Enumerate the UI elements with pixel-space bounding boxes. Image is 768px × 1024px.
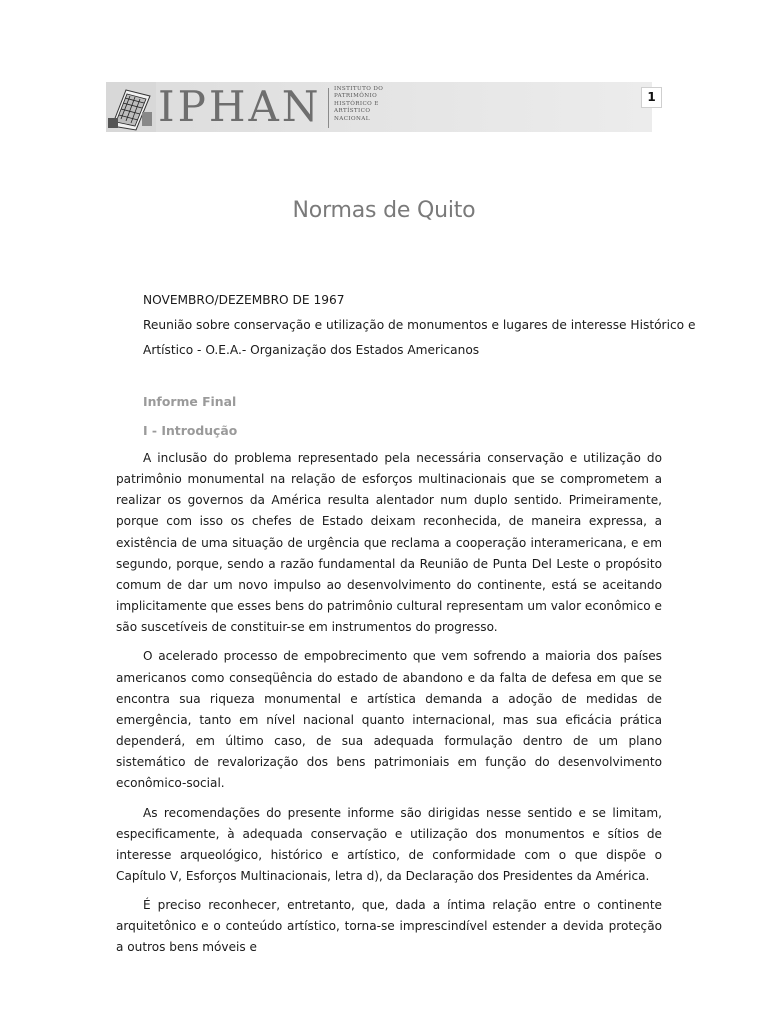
- institute-line: NACIONAL: [334, 115, 370, 122]
- paragraph: As recomendações do presente informe são dirigidas nesse sentido e se limitam, especificamente, à adequada conservação e utilização dos monumentos e sítios de interesse arqueológico, histórico e artístico, de conformidade com o que dispõe o Capítulo V, Esforços Multinacionais, letra d), da Declaração dos Presidentes da América.: [116, 805, 662, 883]
- institute-line: ARTÍSTICO: [334, 108, 371, 115]
- iphan-logo-icon: [106, 82, 156, 132]
- subsection-heading: I - Introdução: [143, 423, 238, 438]
- section-heading: Informe Final: [143, 394, 237, 409]
- meta-line: Artístico - O.E.A.- Organização dos Estados Americanos: [143, 343, 480, 357]
- institute-line: HISTÓRICO E: [334, 100, 379, 107]
- institute-line: INSTITUTO DO: [334, 86, 384, 92]
- page-number-badge: 1: [641, 87, 662, 108]
- paragraph: A inclusão do problema representado pela necessária conservação e utilização do patrimônio monumental na relação de esforços multinacionais que se comprometem a realizar os governos da América resulta alentador num duplo sentido. Primeiramente, porque com isso os chefes de Estado deixam reconhecida, de maneira expressa, a existência de uma situação de urgência que reclama a cooperação interamericana, e em segundo, porque, sendo a razão fundamental da Reunião de Punta Del Leste o propósito comum de dar um novo impulso ao desenvolvimento do continente, está se aceitando implicitamente que esses bens do patrimônio cultural representam um valor econômico e são suscetíveis de constituir-se em instrumentos do progresso.: [116, 451, 662, 635]
- body-text: [116, 448, 662, 967]
- institute-line: PATRIMÔNIO: [334, 93, 378, 100]
- meta-date: NOVEMBRO/DEZEMBRO DE 1967: [143, 293, 345, 307]
- document-meta: [143, 288, 696, 363]
- logo-divider: [328, 88, 329, 128]
- paragraph: O acelerado processo de empobrecimento que vem sofrendo a maioria dos países americanos como conseqüência do estado de abandono e da falta de defesa em que se encontra sua riqueza monumental e artística demanda a adoção de medidas de emergência, tanto em nível nacional quanto internacional, mas sua eficácia prática dependerá, em último caso, de sua adequada formulação dentro de um plano sistemático de revalorização dos bens patrimoniais em função do desenvolvimento econômico-social.: [116, 649, 662, 791]
- iphan-wordmark: IPHAN: [158, 82, 322, 131]
- meta-line: Reunião sobre conservação e utilização de monumentos e lugares de interesse Histórico e: [143, 318, 696, 332]
- institute-name: [334, 86, 404, 123]
- document-title: Normas de Quito: [292, 198, 476, 223]
- paragraph: É preciso reconhecer, entretanto, que, dada a íntima relação entre o continente arquitetônico e o conteúdo artístico, torna-se imprescindível estender a devida proteção a outros bens móveis e: [116, 898, 662, 955]
- header-banner: [106, 82, 652, 132]
